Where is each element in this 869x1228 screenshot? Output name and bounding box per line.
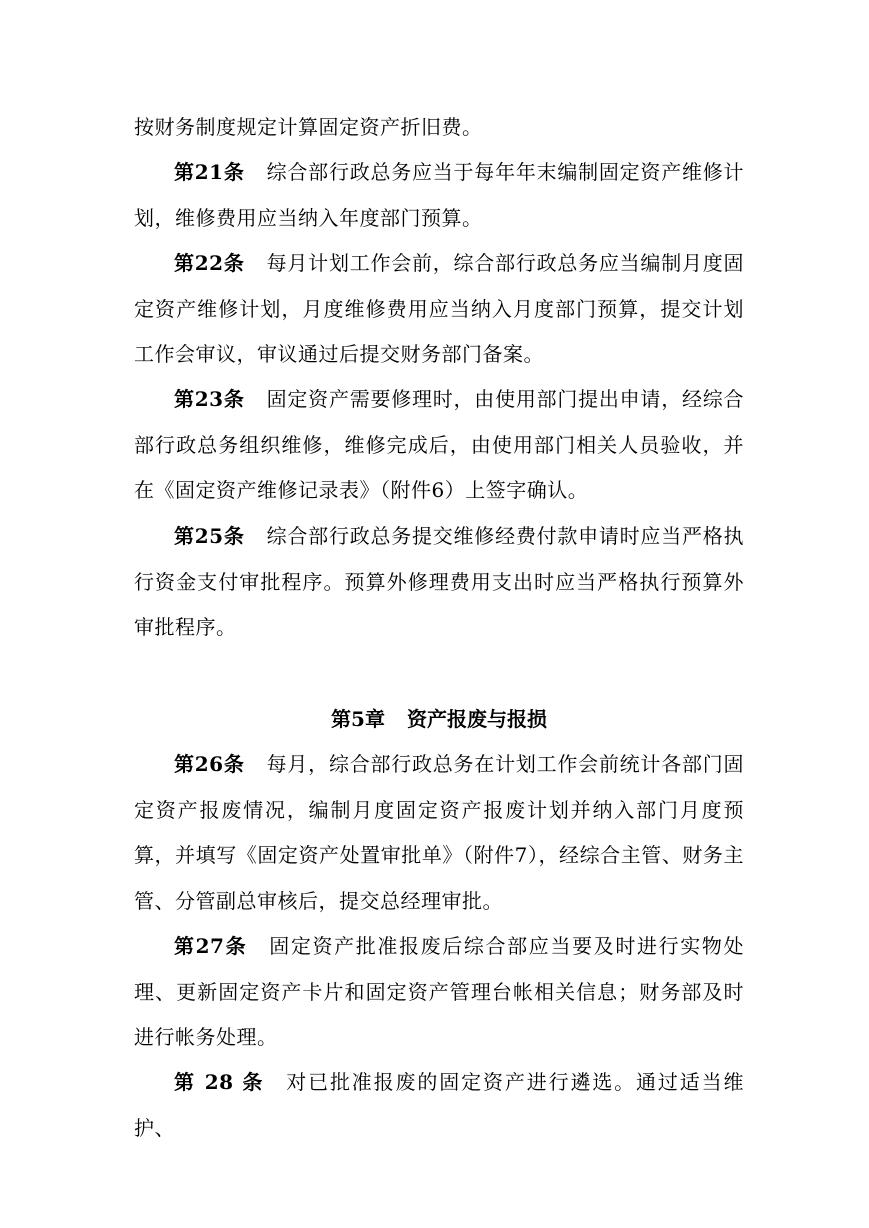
- article-28: [134, 1060, 744, 1151]
- article-26: [134, 742, 744, 924]
- article-text: 固定资产批准报废后综合部应当要及时进行实物处理、更新固定资产卡片和固定资产管理台帐相关信息；财务部及时进行帐务处理。: [134, 934, 744, 1049]
- article-22: [134, 241, 744, 378]
- article-text: 对已批准报废的固定资产进行遴选。通过适当维护、: [134, 1070, 744, 1140]
- paragraph-text: 按财务制度规定计算固定资产折旧费。: [134, 115, 483, 139]
- article-number: 第25条: [174, 524, 245, 548]
- article-text: 综合部行政总务应当于每年年末编制固定资产维修计划，维修费用应当纳入年度部门预算。: [134, 160, 744, 230]
- chapter-heading: [134, 697, 744, 742]
- chapter-number: 第5章: [331, 707, 385, 731]
- chapter-title: 资产报废与报损: [406, 707, 547, 731]
- article-text: 每月，综合部行政总务在计划工作会前统计各部门固定资产报废情况，编制月度固定资产报废计划并纳入部门月度预算，并填写《固定资产处置审批单》（附件7），经综合主管、财务主管、分管副总审核后，提交总经理审批。: [134, 752, 744, 913]
- article-27: [134, 924, 744, 1061]
- paragraph-depreciation: [134, 105, 744, 151]
- article-number: 第 28 条: [174, 1070, 265, 1094]
- article-text: 每月计划工作会前，综合部行政总务应当编制月度固定资产维修计划，月度维修费用应当纳入月度部门预算，提交计划工作会审议，审议通过后提交财务部门备案。: [134, 251, 744, 366]
- article-text: 固定资产需要修理时，由使用部门提出申请，经综合部行政总务组织维修，维修完成后，由使用部门相关人员验收，并在《固定资产维修记录表》（附件6）上签字确认。: [134, 387, 744, 502]
- article-number: 第22条: [174, 251, 245, 275]
- article-25: [134, 514, 744, 651]
- article-number: 第23条: [174, 387, 245, 411]
- article-number: 第27条: [174, 934, 248, 958]
- article-21: [134, 150, 744, 241]
- article-number: 第26条: [174, 752, 245, 776]
- article-text: 综合部行政总务提交维修经费付款申请时应当严格执行资金支付审批程序。预算外修理费用支出时应当严格执行预算外审批程序。: [134, 524, 744, 639]
- article-number: 第21条: [174, 160, 245, 184]
- article-23: [134, 377, 744, 514]
